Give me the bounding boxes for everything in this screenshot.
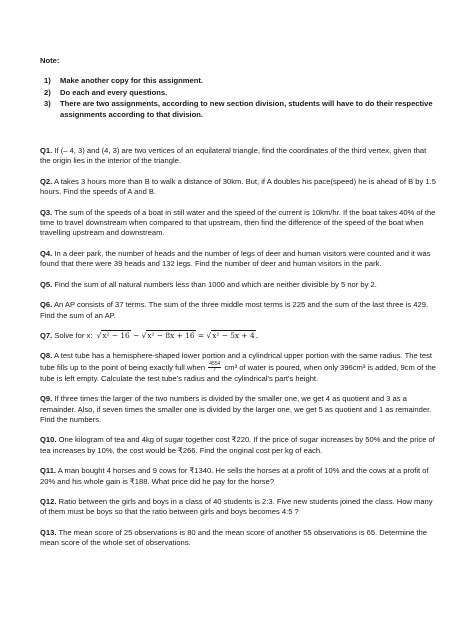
note-text: There are two assignments, according to new section division, students will have to do their respective assignments according to that division. xyxy=(60,99,433,119)
question-3 xyxy=(40,208,436,239)
question-label: Q4. xyxy=(40,248,53,258)
radicand: x² − 16 xyxy=(102,330,130,340)
question-label: Q6. xyxy=(40,300,53,310)
question-text: A test tube has a hemisphere-shaped lower portion and a cylindrical upper portion with the same radius. The test tube fills up to the point of being exactly full when xyxy=(40,351,433,372)
question-label: Q2. xyxy=(40,176,53,186)
fraction-denominator: 7 xyxy=(213,367,217,374)
question-text: If three times the larger of the two numbers is divided by the smaller one, we get 4 as quotient and 3 as a remainder. Also, if seven times the smaller one is divided by the larger one, we get 5 as quotient and 1 as remainder. Find the numbers. xyxy=(40,394,432,424)
radicand: x² − 8x + 16 xyxy=(147,330,195,340)
question-text: A takes 3 hours more than B to walk a distance of 30km. But, if A doubles his pace(speed) he is ahead of B by 1.5 hours. Find the speeds of A and B. xyxy=(40,176,436,197)
operator: = xyxy=(197,330,205,340)
question-text: The sum of the speeds of a boat in still water and the speed of the current is 10km/hr. If the boat takes 40% of the time to travel downstream when compared to that upstream, then find the difference of the speed of the boat when travelling upstream and downstream. xyxy=(40,207,436,238)
question-label: Q9. xyxy=(40,394,53,404)
operator: − xyxy=(133,330,140,340)
question-label: Q12. xyxy=(40,496,57,506)
question-4 xyxy=(40,249,436,270)
note-heading: Note: xyxy=(40,56,60,65)
question-label: Q8. xyxy=(40,351,53,361)
question-label: Q11. xyxy=(40,466,57,476)
question-label: Q5. xyxy=(40,279,53,289)
question-text: An AP consists of 37 terms. The sum of the three middle most terms is 225 and the sum of the last three is 429. Find the sum of an AP. xyxy=(40,300,429,320)
note-item-2 xyxy=(40,88,436,98)
question-9 xyxy=(40,394,436,425)
question-label: Q10. xyxy=(40,435,57,445)
question-6 xyxy=(40,300,436,321)
question-label: Q7. xyxy=(40,330,53,340)
question-text: One kilogram of tea and 4kg of sugar together cost ₹220. If the price of sugar increases by 50% and the price of tea increases by 10%, the cost would be ₹266. Find the original cost per kg of each. xyxy=(40,435,435,455)
question-2 xyxy=(40,177,436,198)
question-text: Ratio between the girls and boys in a class of 40 students is 2:3. Five new students joined the class. How many of them must be boys so that the ratio between girls and boys becomes 4:5 ? xyxy=(40,496,433,517)
question-text: If (– 4, 3) and (4, 3) are two vertices of an equilateral triangle, find the coordinates of the third vertex, given that the origin lies in the interior of the triangle. xyxy=(40,146,427,166)
question-label: Q1. xyxy=(40,146,53,156)
note-number: 1) xyxy=(44,76,51,86)
question-8 xyxy=(40,351,436,384)
question-10 xyxy=(40,435,436,456)
note-item-1 xyxy=(40,76,436,86)
note-number: 3) xyxy=(44,99,51,109)
fraction-numerator: 4554 xyxy=(209,360,221,367)
radicand: x² − 5x + 4 xyxy=(212,330,255,340)
question-text: cm³ of water is poured, when only 396cm³ is added, 9cm of the tube is left empty. Calculate the test tube's radius and the cylindrical's part's height. xyxy=(40,362,436,383)
note-text: Do each and every questions. xyxy=(60,87,168,97)
note-number: 2) xyxy=(44,87,51,97)
question-7 xyxy=(40,331,436,341)
question-label: Q13. xyxy=(40,527,57,537)
question-label: Q3. xyxy=(40,207,53,217)
question-11 xyxy=(40,466,436,487)
question-text: Solve for x: xyxy=(54,330,93,340)
question-12 xyxy=(40,497,436,518)
fraction xyxy=(208,362,221,374)
equation-end: . xyxy=(255,330,259,340)
note-text: Make another copy for this assignment. xyxy=(60,76,204,86)
question-text: A man bought 4 horses and 9 cows for ₹1340. He sells the horses at a profit of 10% and the cows at a profit of 20% and his whole gain is ₹188. What price did he pay for the horse? xyxy=(40,466,429,486)
question-13 xyxy=(40,528,436,549)
equation: √x² − 16 − √x² − 8x + 16 = √x² − 5x + 4. xyxy=(96,330,259,340)
question-1 xyxy=(40,146,436,167)
note-list xyxy=(40,76,436,120)
note-item-3 xyxy=(40,99,436,120)
question-text: The mean score of 25 observations is 80 and the mean score of another 55 observations is 65. Determine the mean score of the whole set of observations. xyxy=(40,527,427,548)
question-text: Find the sum of all natural numbers less than 1000 and which are neither divisible by 5 nor by 2. xyxy=(54,279,377,289)
question-5 xyxy=(40,280,436,290)
question-text: In a deer park, the number of heads and the number of legs of deer and human visitors were counted and it was found that there were 39 heads and 132 legs. Find the number of deer and human visitors in the park. xyxy=(40,248,431,269)
